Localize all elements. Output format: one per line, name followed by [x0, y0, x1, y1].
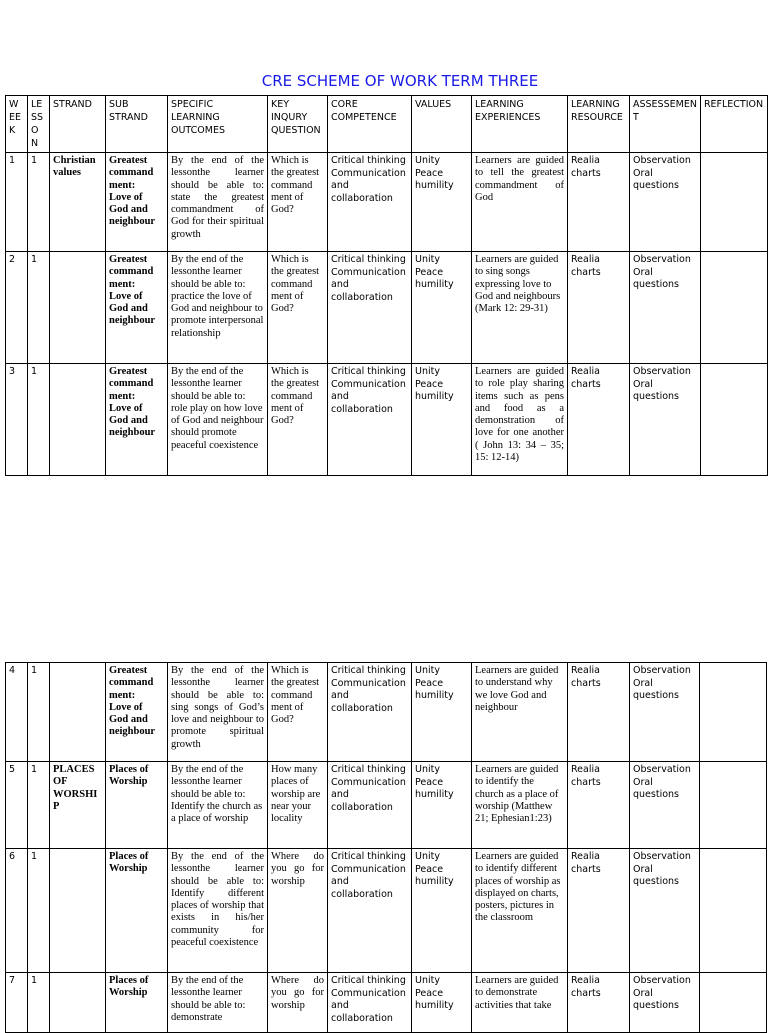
cell-strand [50, 252, 106, 364]
cell-lesson: 1 [28, 153, 50, 252]
cell-competence: Critical thinking Communication and collaboration [328, 849, 412, 973]
table-row [6, 849, 767, 973]
cell-lesson: 1 [28, 849, 50, 973]
cell-assessment: Observation Oral questions [630, 762, 700, 849]
header-resource: LEARNING RESOURCE [568, 96, 630, 153]
cell-reflection [700, 153, 767, 252]
cell-sub-strand: Places of Worship [106, 973, 168, 1033]
cell-resource: Realia charts [568, 849, 630, 973]
cell-sub-strand: Greatest command ment: Love of God and neighbour [106, 663, 168, 762]
cell-values: Unity Peace humility [412, 973, 472, 1033]
cell-strand [50, 663, 106, 762]
header-values: VALUES [412, 96, 472, 153]
cell-question: Which is the greatest command ment of God? [268, 663, 328, 762]
table-row [6, 153, 768, 252]
cell-lesson: 1 [28, 364, 50, 476]
cell-outcomes: By the end of the lessonthe learner should be able to: Identify different places of worship that exists in his/her community for peaceful coexistence [168, 849, 268, 973]
table-row [6, 364, 768, 476]
cell-reflection [700, 849, 767, 973]
cell-competence: Critical thinking Communication and collaboration [328, 973, 412, 1033]
cell-assessment: Observation Oral questions [630, 252, 701, 364]
cell-sub-strand: Greatest command ment: Love of God and neighbour [106, 252, 168, 364]
cell-assessment: Observation Oral questions [630, 364, 701, 476]
cell-strand: PLACES OF WORSHI P [50, 762, 106, 849]
header-lesson: LE SS O N [28, 96, 50, 153]
cell-values: Unity Peace humility [412, 252, 472, 364]
cell-sub-strand: Places of Worship [106, 849, 168, 973]
cell-values: Unity Peace humility [412, 364, 472, 476]
cell-week: 1 [6, 153, 28, 252]
cell-reflection [700, 762, 767, 849]
header-reflection: REFLECTION [700, 96, 767, 153]
cell-assessment: Observation Oral questions [630, 849, 700, 973]
cell-question: How many places of worship are near your locality [268, 762, 328, 849]
cell-experiences: Learners are guided to role play sharing items such as pens and food as a demonstration of love for one another ( John 13: 34 – 35; 15: 12-14) [472, 364, 568, 476]
cell-experiences: Learners are guided to understand why we love God and neighbour [472, 663, 568, 762]
cell-experiences: Learners are guided to identify different places of worship as displayed on charts, posters, pictures in the classroom [472, 849, 568, 973]
cell-question: Where do you go for worship [268, 849, 328, 973]
cell-competence: Critical thinking Communication and collaboration [328, 364, 412, 476]
cell-sub-strand: Places of Worship [106, 762, 168, 849]
cell-resource: Realia charts [568, 153, 630, 252]
cell-outcomes: By the end of the lessonthe learner should be able to: practice the love of God and neighbour to promote interpersonal relationship [168, 252, 268, 364]
header-experiences: LEARNING EXPERIENCES [472, 96, 568, 153]
header-week: W EE K [6, 96, 28, 153]
cell-outcomes: By the end of the lessonthe learner should be able to: sing songs of God’s love and neighbour to promote spiritual growth [168, 663, 268, 762]
header-competence: CORE COMPETENCE [328, 96, 412, 153]
cell-values: Unity Peace humility [412, 849, 472, 973]
cell-experiences: Learners are guided to identify the church as a place of worship (Matthew 21; Ephesian1:23) [472, 762, 568, 849]
cell-assessment: Observation Oral questions [630, 153, 701, 252]
cell-question: Which is the greatest command ment of God? [268, 364, 328, 476]
cell-week: 6 [6, 849, 28, 973]
cell-strand [50, 849, 106, 973]
cell-lesson: 1 [28, 252, 50, 364]
cell-week: 4 [6, 663, 28, 762]
cell-resource: Realia charts [568, 762, 630, 849]
cell-sub-strand: Greatest command ment: Love of God and neighbour [106, 364, 168, 476]
header-outcomes: SPECIFIC LEARNING OUTCOMES [168, 96, 268, 153]
cell-lesson: 1 [28, 663, 50, 762]
document-title: CRE SCHEME OF WORK TERM THREE [261, 72, 539, 90]
cell-assessment: Observation Oral questions [630, 663, 700, 762]
cell-strand: Christian values [50, 153, 106, 252]
cell-values: Unity Peace humility [412, 153, 472, 252]
header-sub-strand: SUB STRAND [106, 96, 168, 153]
cell-week: 5 [6, 762, 28, 849]
cell-competence: Critical thinking Communication and collaboration [328, 252, 412, 364]
scheme-table-page-1 [5, 95, 768, 476]
cell-resource: Realia charts [568, 252, 630, 364]
cell-experiences: Learners are guided to demonstrate activities that take [472, 973, 568, 1033]
cell-reflection [700, 364, 767, 476]
cell-reflection [700, 252, 767, 364]
header-assessment: ASSESSEMEN T [630, 96, 701, 153]
cell-values: Unity Peace humility [412, 663, 472, 762]
cell-competence: Critical thinking Communication and collaboration [328, 153, 412, 252]
cell-assessment: Observation Oral questions [630, 973, 700, 1033]
cell-week: 2 [6, 252, 28, 364]
cell-resource: Realia charts [568, 364, 630, 476]
cell-values: Unity Peace humility [412, 762, 472, 849]
header-strand: STRAND [50, 96, 106, 153]
cell-competence: Critical thinking Communication and collaboration [328, 663, 412, 762]
table-row [6, 252, 768, 364]
cell-experiences: Learners are guided to sing songs expressing love to God and neighbours (Mark 12: 29-31) [472, 252, 568, 364]
cell-outcomes: By the end of the lessonthe learner should be able to: demonstrate [168, 973, 268, 1033]
cell-strand [50, 364, 106, 476]
cell-outcomes: By the end of the lessonthe learner should be able to: Identify the church as a place of worship [168, 762, 268, 849]
header-row [6, 96, 768, 153]
cell-week: 7 [6, 973, 28, 1033]
cell-experiences: Learners are guided to tell the greatest commandment of God [472, 153, 568, 252]
cell-outcomes: By the end of the lessonthe learner should be able to: state the greatest commandment of God for their spiritual growth [168, 153, 268, 252]
cell-competence: Critical thinking Communication and collaboration [328, 762, 412, 849]
cell-question: Which is the greatest command ment of God? [268, 153, 328, 252]
table-row [6, 762, 767, 849]
cell-resource: Realia charts [568, 663, 630, 762]
cell-question: Where do you go for worship [268, 973, 328, 1033]
cell-outcomes: By the end of the lessonthe learner should be able to: role play on how love of God and neighbour should promote peaceful coexistence [168, 364, 268, 476]
cell-question: Which is the greatest command ment of God? [268, 252, 328, 364]
cell-reflection [700, 663, 767, 762]
table-row [6, 663, 767, 762]
header-question: KEY INQURY QUESTION [268, 96, 328, 153]
cell-lesson: 1 [28, 973, 50, 1033]
cell-week: 3 [6, 364, 28, 476]
scheme-table-page-2 [5, 662, 767, 1033]
cell-sub-strand: Greatest command ment: Love of God and neighbour [106, 153, 168, 252]
cell-resource: Realia charts [568, 973, 630, 1033]
cell-lesson: 1 [28, 762, 50, 849]
